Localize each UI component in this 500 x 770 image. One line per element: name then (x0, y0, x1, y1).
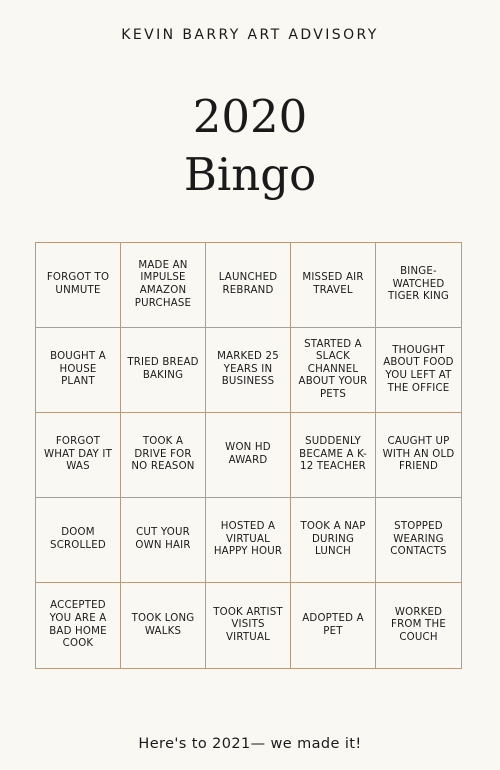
bingo-cell: TOOK A NAP DURING LUNCH (291, 498, 376, 583)
bingo-cell: MARKED 25 YEARS IN BUSINESS (206, 328, 291, 413)
bingo-cell: TOOK ARTIST VISITS VIRTUAL (206, 583, 291, 668)
bingo-cell: CUT YOUR OWN HAIR (121, 498, 206, 583)
bingo-cell: FORGOT WHAT DAY IT WAS (36, 413, 121, 498)
bingo-cell: LAUNCHED REBRAND (206, 243, 291, 328)
bingo-cell: ADOPTED A PET (291, 583, 376, 668)
bingo-grid (35, 242, 462, 669)
brand-name: KEVIN BARRY ART ADVISORY (121, 27, 379, 43)
bingo-cell: DOOM SCROLLED (36, 498, 121, 583)
bingo-cell: BOUGHT A HOUSE PLANT (36, 328, 121, 413)
bingo-cell: BINGE-WATCHED TIGER KING (376, 243, 461, 328)
bingo-cell: TOOK A DRIVE FOR NO REASON (121, 413, 206, 498)
bingo-cell: TRIED BREAD BAKING (121, 328, 206, 413)
bingo-cell: WON HD AWARD (206, 413, 291, 498)
page-title (0, 88, 500, 204)
bingo-cell: CAUGHT UP WITH AN OLD FRIEND (376, 413, 461, 498)
bingo-cell: THOUGHT ABOUT FOOD YOU LEFT AT THE OFFICE (376, 328, 461, 413)
bingo-cell: FORGOT TO UNMUTE (36, 243, 121, 328)
bingo-cell: STOPPED WEARING CONTACTS (376, 498, 461, 583)
title-year: 2020 (192, 90, 308, 143)
bingo-cell: STARTED A SLACK CHANNEL ABOUT YOUR PETS (291, 328, 376, 413)
bingo-cell: SUDDENLY BECAME A K-12 TEACHER (291, 413, 376, 498)
footer-message: Here's to 2021— we made it! (138, 736, 362, 752)
bingo-cell: WORKED FROM THE COUCH (391, 606, 446, 643)
bingo-cell: HOSTED A VIRTUAL HAPPY HOUR (206, 498, 291, 583)
title-word: Bingo (183, 148, 317, 201)
bingo-cell: MISSED AIR TRAVEL (291, 243, 376, 328)
bingo-cell: ACCEPTED YOU ARE A BAD HOME COOK (36, 583, 121, 668)
bingo-cell: MADE AN IMPULSE AMAZON PURCHASE (121, 243, 206, 328)
bingo-cell: TOOK LONG WALKS (121, 583, 206, 668)
